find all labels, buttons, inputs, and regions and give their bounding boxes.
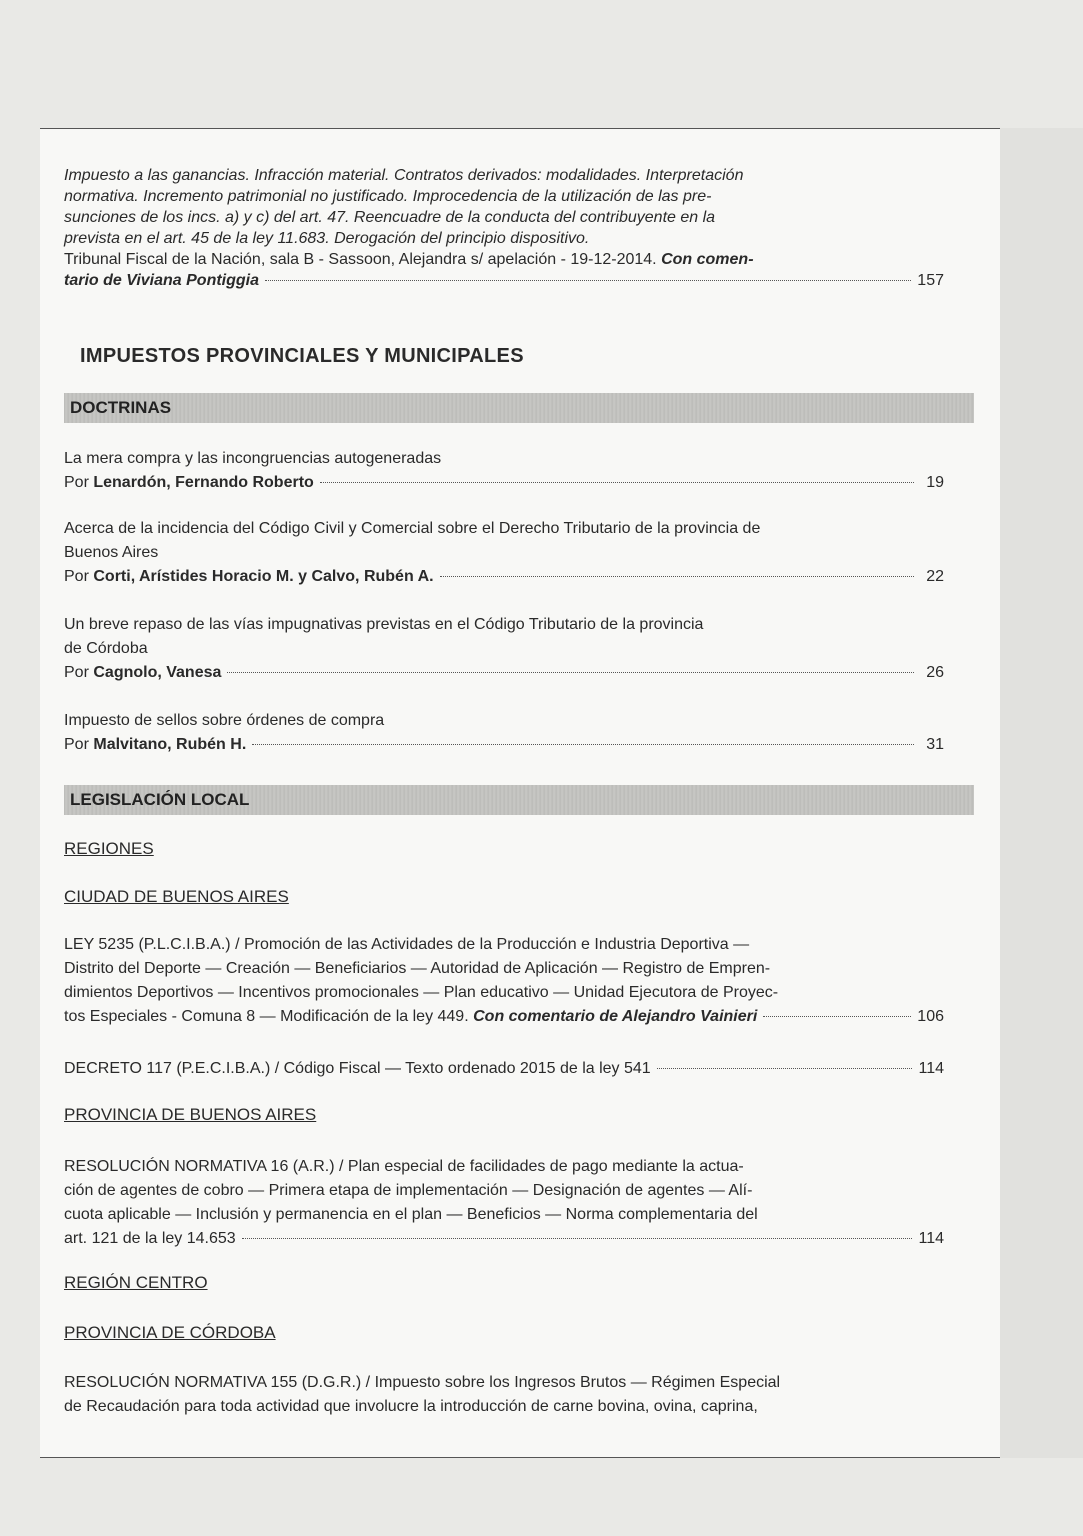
tribunal-text: Tribunal Fiscal de la Nación, sala B - Sassoon, Alejandra s/ apelación - 19-12-2014. xyxy=(64,251,657,268)
leader-line xyxy=(64,270,944,291)
dot-leader xyxy=(440,576,914,577)
leader-line xyxy=(64,565,944,589)
doctrinas-band xyxy=(64,393,974,423)
entry-text-line: sunciones de los incs. a) y c) del art. 47. Reencuadre de la conducta del contribuyente en la xyxy=(64,209,716,226)
doctrina-title: Impuesto de sellos sobre órdenes de compra xyxy=(64,712,385,729)
doctrina-title-cont: Buenos Aires xyxy=(64,544,159,561)
res-155-entry xyxy=(64,1371,944,1419)
entry-text-line: prevista en el art. 45 de la ley 11.683. Derogación del principio dispositivo. xyxy=(64,230,590,247)
author-name: Corti, Arístides Horacio M. y Calvo, Rubén A. xyxy=(93,568,434,585)
page-number[interactable]: 26 xyxy=(926,664,944,681)
doctrina-title: Un breve repaso de las vías impugnativas previstas en el Código Tributario de la provincia xyxy=(64,616,704,633)
comment-label: Con comen- xyxy=(661,251,754,268)
document-page xyxy=(40,128,1000,1458)
entry-line: tos Especiales - Comuna 8 — Modificación de la ley 449. xyxy=(64,1008,469,1025)
doctrina-title: La mera compra y las incongruencias autogeneradas xyxy=(64,450,442,467)
dot-leader xyxy=(657,1068,913,1069)
dot-leader xyxy=(227,672,914,673)
entry-text-line: normativa. Incremento patrimonial no justificado. Improcedencia de la utilización de las pre- xyxy=(64,188,712,205)
leader-line xyxy=(64,1005,944,1029)
page-number[interactable]: 114 xyxy=(918,1230,944,1247)
tribunal-line xyxy=(64,249,944,270)
leader-line xyxy=(64,733,944,757)
ciudad-link[interactable]: CIUDAD DE BUENOS AIRES xyxy=(64,887,289,906)
legislacion-band xyxy=(64,785,974,815)
por-label: Por xyxy=(64,568,89,585)
por-label: Por xyxy=(64,664,89,681)
entry-line: LEY 5235 (P.L.C.I.B.A.) / Promoción de las Actividades de la Producción e Industria Deportiva — xyxy=(64,936,750,953)
doctrina-title: Acerca de la incidencia del Código Civil y Comercial sobre el Derecho Tributario de la provincia de xyxy=(64,520,761,537)
entry-line: de Recaudación para toda actividad que involucre la introducción de carne bovina, ovina, caprina, xyxy=(64,1398,758,1415)
page-number[interactable]: 157 xyxy=(917,272,944,289)
band-label: LEGISLACIÓN LOCAL xyxy=(70,790,250,809)
author-name: Malvitano, Rubén H. xyxy=(93,736,247,753)
provincia-ba-link[interactable]: PROVINCIA DE BUENOS AIRES xyxy=(64,1105,317,1124)
doctrina-item xyxy=(64,517,944,589)
entry-line: cuota aplicable — Inclusión y permanencia en el plan — Beneficios — Norma complementaria del xyxy=(64,1206,758,1223)
section-title: IMPUESTOS PROVINCIALES Y MUNICIPALES xyxy=(80,345,524,367)
page-number[interactable]: 114 xyxy=(918,1060,944,1077)
adjacent-page-edge xyxy=(1000,128,1083,1458)
dot-leader xyxy=(265,280,911,281)
provincia-cba-link[interactable]: PROVINCIA DE CÓRDOBA xyxy=(64,1323,276,1342)
decreto-117-entry xyxy=(64,1057,944,1081)
entry-line: art. 121 de la ley 14.653 xyxy=(64,1230,236,1247)
entry-line: RESOLUCIÓN NORMATIVA 155 (D.G.R.) / Impuesto sobre los Ingresos Brutos — Régimen Especial xyxy=(64,1374,781,1391)
author-name: Cagnolo, Vanesa xyxy=(93,664,222,681)
band-label: DOCTRINAS xyxy=(70,398,172,417)
entry-line: RESOLUCIÓN NORMATIVA 16 (A.R.) / Plan especial de facilidades de pago mediante la actua- xyxy=(64,1158,744,1175)
entry-text-line: Impuesto a las ganancias. Infracción material. Contratos derivados: modalidades. Interpretación xyxy=(64,167,744,184)
leader-line xyxy=(64,1057,944,1081)
author-name: Lenardón, Fernando Roberto xyxy=(93,474,314,491)
leader-line xyxy=(64,471,944,495)
leader-line xyxy=(64,1227,944,1251)
leader-line xyxy=(64,661,944,685)
entry-line: ción de agentes de cobro — Primera etapa de implementación — Designación de agentes — Alí- xyxy=(64,1182,753,1199)
por-label: Por xyxy=(64,736,89,753)
doctrina-item xyxy=(64,447,944,495)
comment-author: Con comentario de Alejandro Vainieri xyxy=(473,1008,758,1025)
page-number[interactable]: 106 xyxy=(917,1008,944,1025)
entry-line: Distrito del Deporte — Creación — Beneficiarios — Autoridad de Aplicación — Registro de Empren- xyxy=(64,960,771,977)
res-16-entry xyxy=(64,1155,944,1251)
dot-leader xyxy=(252,744,914,745)
entry-line: dimientos Deportivos — Incentivos promocionales — Plan educativo — Unidad Ejecutora de Proyec- xyxy=(64,984,779,1001)
por-label: Por xyxy=(64,474,89,491)
doctrina-title-cont: de Córdoba xyxy=(64,640,148,657)
comment-author: tario de Viviana Pontiggia xyxy=(64,272,259,289)
dot-leader xyxy=(242,1238,913,1239)
doctrina-item xyxy=(64,613,944,685)
page-number[interactable]: 22 xyxy=(926,568,944,585)
regiones-link[interactable]: REGIONES xyxy=(64,839,154,858)
toc-entry-ganancias xyxy=(64,165,944,291)
page-number[interactable]: 31 xyxy=(926,736,944,753)
dot-leader xyxy=(320,482,914,483)
page-number[interactable]: 19 xyxy=(926,474,944,491)
entry-line: DECRETO 117 (P.E.C.I.B.A.) / Código Fiscal — Texto ordenado 2015 de la ley 541 xyxy=(64,1060,651,1077)
dot-leader xyxy=(763,1016,911,1017)
ley-5235-entry xyxy=(64,933,944,1029)
region-centro-link[interactable]: REGIÓN CENTRO xyxy=(64,1273,208,1292)
doctrina-item xyxy=(64,709,944,757)
